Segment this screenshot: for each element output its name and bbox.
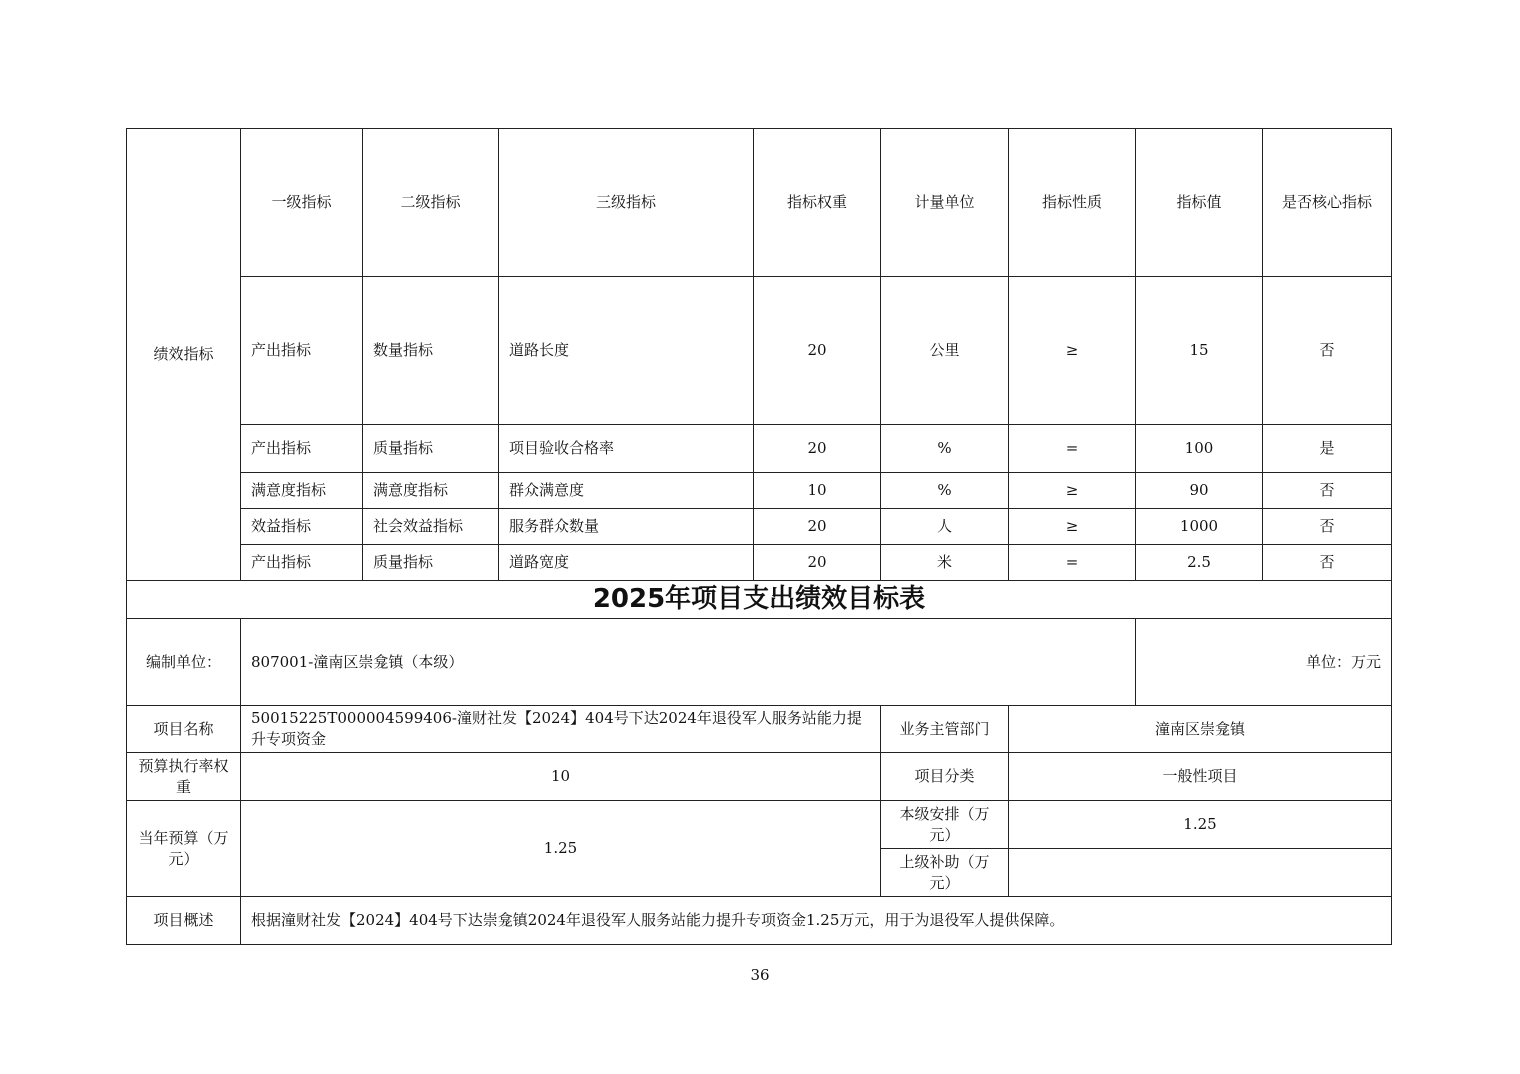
header-nature: 指标性质: [1009, 129, 1136, 277]
indicator-l3: 服务群众数量: [499, 509, 754, 545]
indicator-value: 90: [1136, 473, 1263, 509]
indicator-weight: 10: [754, 473, 881, 509]
page-number: 36: [750, 966, 770, 984]
org-value: 807001-潼南区崇龛镇（本级）: [241, 619, 1136, 706]
indicator-value: 2.5: [1136, 545, 1263, 581]
header-weight: 指标权重: [754, 129, 881, 277]
header-level3: 三级指标: [499, 129, 754, 277]
indicator-l1: 产出指标: [241, 277, 363, 425]
budget-value: 1.25: [241, 801, 881, 897]
budget-label: 当年预算（万元）: [127, 801, 241, 897]
dept-label: 业务主管部门: [881, 706, 1009, 753]
project-name-value: 50015225T000004599406-潼财社发【2024】404号下达2024年退役军人服务站能力提升专项资金: [241, 706, 881, 753]
org-label: 编制单位：: [127, 619, 241, 706]
exec-weight-label: 预算执行率权重: [127, 753, 241, 801]
indicator-core: 是: [1263, 425, 1392, 473]
indicator-weight: 20: [754, 425, 881, 473]
indicator-core: 否: [1263, 277, 1392, 425]
section-label-performance: 绩效指标: [127, 129, 241, 581]
unit-note: 单位：万元: [1136, 619, 1392, 706]
category-label: 项目分类: [881, 753, 1009, 801]
header-level1: 一级指标: [241, 129, 363, 277]
indicator-unit: %: [881, 425, 1009, 473]
budget-row: [127, 801, 1392, 849]
indicator-l3: 群众满意度: [499, 473, 754, 509]
form-title: 2025年项目支出绩效目标表: [127, 581, 1392, 619]
indicator-l1: 产出指标: [241, 425, 363, 473]
indicator-l3: 道路长度: [499, 277, 754, 425]
indicator-l1: 满意度指标: [241, 473, 363, 509]
project-name-label: 项目名称: [127, 706, 241, 753]
indicator-l3: 道路宽度: [499, 545, 754, 581]
indicator-l1: 效益指标: [241, 509, 363, 545]
header-unit: 计量单位: [881, 129, 1009, 277]
org-row: [127, 619, 1392, 706]
indicator-nature: ≥: [1009, 509, 1136, 545]
overview-row: [127, 897, 1392, 945]
indicator-core: 否: [1263, 545, 1392, 581]
indicator-nature: ≥: [1009, 473, 1136, 509]
indicator-weight: 20: [754, 545, 881, 581]
indicator-l2: 质量指标: [363, 545, 499, 581]
indicator-unit: 米: [881, 545, 1009, 581]
indicator-l2: 满意度指标: [363, 473, 499, 509]
indicator-l2: 质量指标: [363, 425, 499, 473]
header-level2: 二级指标: [363, 129, 499, 277]
indicator-value: 100: [1136, 425, 1263, 473]
form-title-row: [127, 581, 1392, 619]
header-value: 指标值: [1136, 129, 1263, 277]
indicator-l1: 产出指标: [241, 545, 363, 581]
indicator-value: 15: [1136, 277, 1263, 425]
overview-label: 项目概述: [127, 897, 241, 945]
overview-value: 根据潼财社发【2024】404号下达崇龛镇2024年退役军人服务站能力提升专项资金1.25万元，用于为退役军人提供保障。: [241, 897, 1392, 945]
indicator-core: 否: [1263, 473, 1392, 509]
indicator-weight: 20: [754, 277, 881, 425]
category-value: 一般性项目: [1009, 753, 1392, 801]
indicator-unit: 公里: [881, 277, 1009, 425]
table-row: [127, 545, 1392, 581]
local-label: 本级安排（万元）: [881, 801, 1009, 849]
indicator-nature: ≥: [1009, 277, 1136, 425]
exec-weight-value: 10: [241, 753, 881, 801]
indicator-l3: 项目验收合格率: [499, 425, 754, 473]
indicator-core: 否: [1263, 509, 1392, 545]
indicator-l2: 社会效益指标: [363, 509, 499, 545]
indicator-unit: %: [881, 473, 1009, 509]
project-name-row: [127, 706, 1392, 753]
indicator-value: 1000: [1136, 509, 1263, 545]
indicator-unit: 人: [881, 509, 1009, 545]
exec-weight-row: [127, 753, 1392, 801]
indicator-nature: =: [1009, 425, 1136, 473]
table-row: [127, 473, 1392, 509]
indicator-nature: =: [1009, 545, 1136, 581]
table-row: [127, 425, 1392, 473]
upper-value: [1009, 849, 1392, 897]
table-row: [127, 277, 1392, 425]
indicator-weight: 20: [754, 509, 881, 545]
dept-value: 潼南区崇龛镇: [1009, 706, 1392, 753]
performance-target-table: [126, 128, 1392, 945]
indicator-l2: 数量指标: [363, 277, 499, 425]
local-value: 1.25: [1009, 801, 1392, 849]
table-row: [127, 509, 1392, 545]
header-core: 是否核心指标: [1263, 129, 1392, 277]
upper-label: 上级补助（万元）: [881, 849, 1009, 897]
indicator-header-row: [127, 129, 1392, 277]
